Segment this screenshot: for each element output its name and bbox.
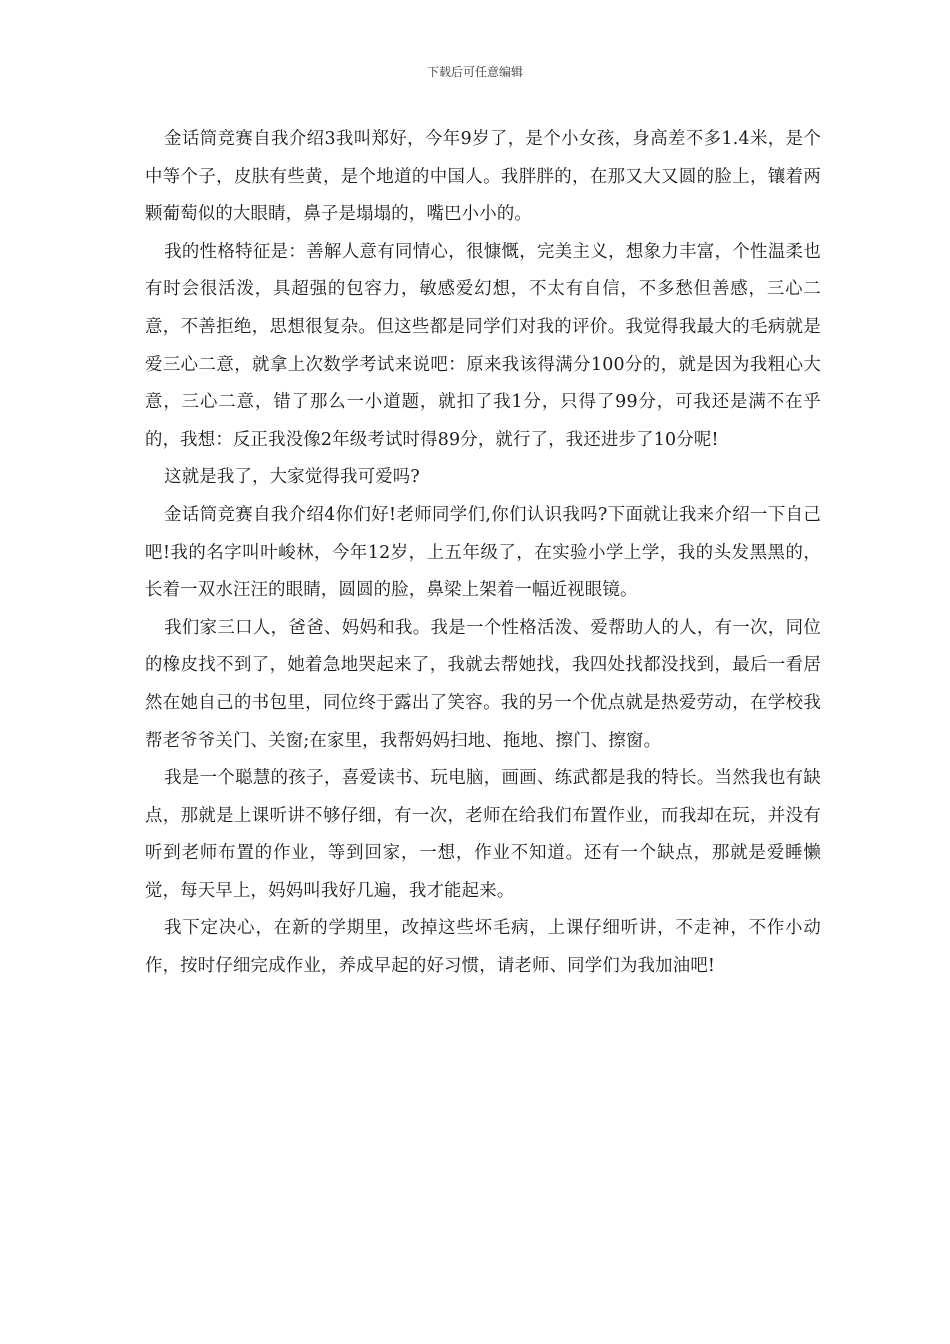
paragraph-closing-question: 这就是我了，大家觉得我可爱吗? (164, 467, 420, 488)
paragraph-intro-4: 金话筒竞赛自我介绍4你们好!老师同学们,你们认识我吗?下面就让我来介绍一下自己吧!我的名字叫叶峻林，今年12岁，上五年级了，在实验小学上学，我的头发黑黑的，长着一双水汪汪的眼睛，圆圆的脸，鼻梁上架着一幅近视眼镜。 (145, 504, 821, 601)
page-header-note: 下载后可任意编辑 (426, 65, 523, 79)
paragraph-intro-3: 金话筒竞赛自我介绍3我叫郑好，今年9岁了，是个小女孩，身高差不多1.4米，是个中等个子，皮肤有些黄，是个地道的中国人。我胖胖的，在那又大又圆的脸上，镶着两颗葡萄似的大眼睛，鼻子是塌塌的，嘴巴小小的。 (145, 129, 821, 225)
paragraph-personality: 我的性格特征是：善解人意有同情心，很慷慨，完美主义，想象力丰富，个性温柔也有时会很活泼，具超强的包容力，敏感爱幻想，不太有自信，不多愁但善感，三心二意，不善拒绝，思想很复杂。但这些都是同学们对我的评价。我觉得我最大的毛病就是爱三心二意，就拿上次数学考试来说吧：原来我该得满分100分的，就是因为我粗心大意，三心二意，错了那么一小道题，就扣了我1分，只得了99分，可我还是满不在乎的，我想：反正我没像2年级考试时得89分，就行了，我还进步了10分呢! (145, 241, 821, 450)
paragraph-family: 我们家三口人，爸爸、妈妈和我。我是一个性格活泼、爱帮助人的人，有一次，同位的橡皮找不到了，她着急地哭起来了，我就去帮她找，我四处找都没找到，最后一看居然在她自己的书包里，同位终于露出了笑容。我的另一个优点就是热爱劳动，在学校我帮老爷爷关门、关窗;在家里，我帮妈妈扫地、拖地、擦门、擦窗。 (145, 617, 821, 751)
document-body (145, 121, 821, 986)
paragraph-resolution: 我下定决心，在新的学期里，改掉这些坏毛病，上课仔细听讲，不走神，不作小动作，按时仔细完成作业，养成早起的好习惯，请老师、同学们为我加油吧! (145, 918, 821, 977)
paragraph-strengths-weaknesses: 我是一个聪慧的孩子，喜爱读书、玩电脑，画画、练武都是我的特长。当然我也有缺点，那就是上课听讲不够仔细，有一次，老师在给我们布置作业，而我却在玩，并没有听到老师布置的作业，等到回家，一想，作业不知道。还有一个缺点，那就是爱睡懒觉，每天早上，妈妈叫我好几遍，我才能起来。 (145, 768, 821, 901)
